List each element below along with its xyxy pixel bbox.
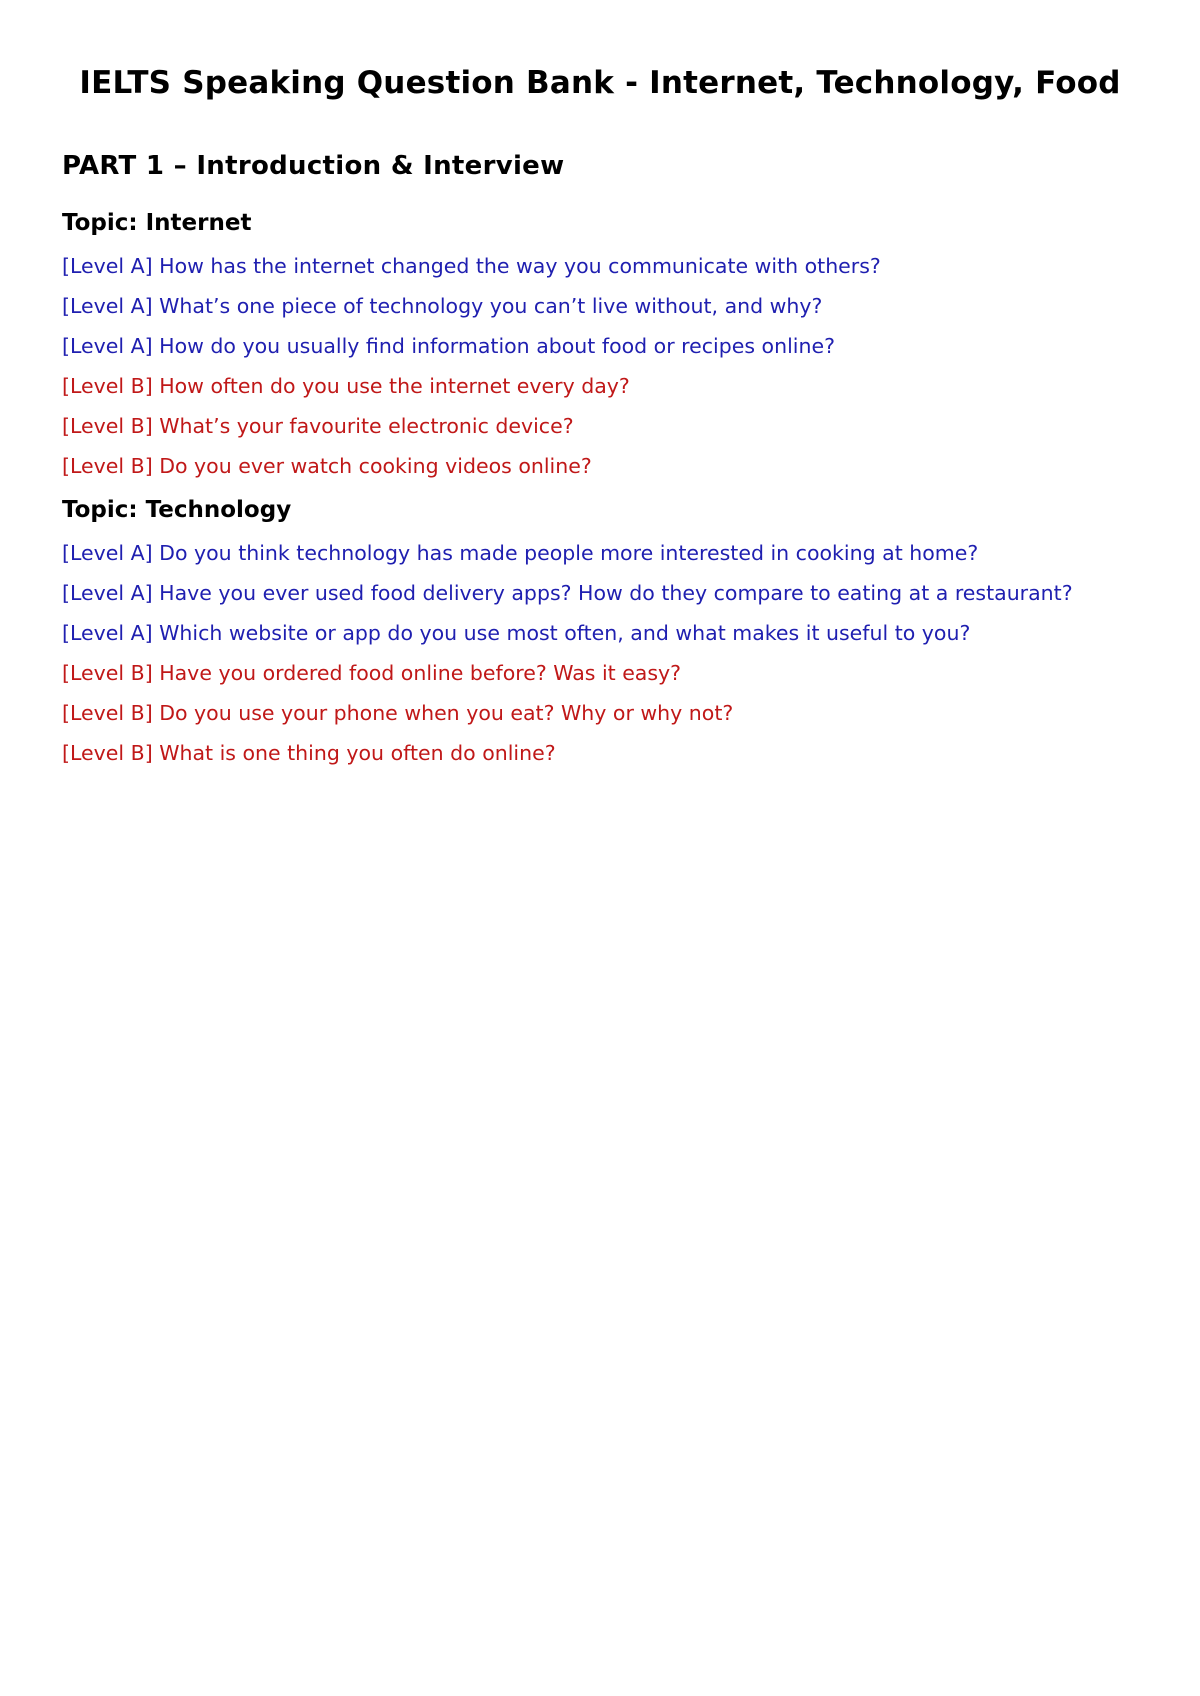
topic-heading-internet: Topic: Internet (62, 210, 252, 236)
question-item: [Level B] Have you ordered food online before? Was it easy? (62, 661, 682, 685)
question-list-internet (62, 250, 1138, 483)
topic-heading-technology: Topic: Technology (62, 497, 292, 523)
question-item: [Level A] Do you think technology has made people more interested in cooking at home? (62, 541, 979, 565)
part-heading: PART 1 – Introduction & Interview (62, 151, 565, 181)
question-item: [Level B] Do you use your phone when you eat? Why or why not? (62, 701, 734, 725)
question-list-technology (62, 537, 1138, 770)
question-item: [Level A] What’s one piece of technology you can’t live without, and why? (62, 294, 823, 318)
question-item: [Level B] What’s your favourite electronic device? (62, 414, 574, 438)
question-item: [Level A] How do you usually find information about food or recipes online? (62, 334, 835, 358)
question-item: [Level B] What is one thing you often do online? (62, 741, 556, 765)
document-title: IELTS Speaking Question Bank - Internet, Technology, Food (79, 65, 1121, 101)
topic-section-technology (62, 495, 1138, 770)
question-item: [Level A] How has the internet changed the way you communicate with others? (62, 254, 881, 278)
question-item: [Level A] Have you ever used food delivery apps? How do they compare to eating at a restaurant? (62, 581, 1073, 605)
question-item: [Level A] Which website or app do you use most often, and what makes it useful to you? (62, 621, 971, 645)
question-item: [Level B] How often do you use the internet every day? (62, 374, 630, 398)
topic-section-internet (62, 208, 1138, 483)
question-item: [Level B] Do you ever watch cooking videos online? (62, 454, 592, 478)
